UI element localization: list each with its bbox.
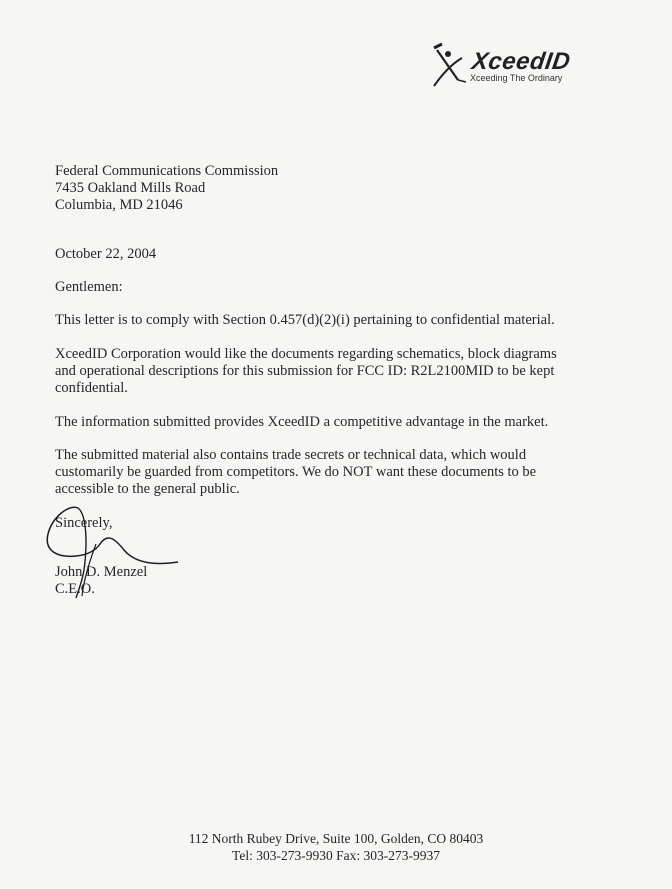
logo-tagline: Xceeding The Ordinary [470, 73, 563, 83]
signer-name: John D. Menzel [55, 564, 148, 580]
paragraph-confidential-line-1: XceedID Corporation would like the documents regarding schematics, block diagrams [55, 346, 557, 362]
valediction: Sincerely, [55, 515, 113, 531]
recipient-name: Federal Communications Commission [55, 163, 279, 179]
signer-title: C.E.O. [55, 581, 95, 597]
salutation: Gentlemen: [55, 279, 123, 295]
recipient-street: 7435 Oakland Mills Road [55, 180, 206, 196]
paragraph-compliance: This letter is to comply with Section 0.457(d)(2)(i) pertaining to confidential material. [55, 312, 555, 328]
paragraph-trade-secrets-line-1: The submitted material also contains trade secrets or technical data, which would [55, 447, 527, 463]
logo-wordmark: XceedID [470, 48, 573, 75]
company-logo [428, 40, 598, 92]
paragraph-trade-secrets-line-2: customarily be guarded from competitors. We do NOT want these documents to be [55, 464, 537, 480]
footer-address: 112 North Rubey Drive, Suite 100, Golden, CO 80403 [188, 831, 484, 846]
paragraph-confidential-line-3: confidential. [55, 380, 128, 396]
paragraph-confidential-line-2: and operational descriptions for this submission for FCC ID: R2L2100MID to be kept [55, 363, 555, 379]
letter-date: October 22, 2004 [55, 246, 157, 262]
paragraph-trade-secrets-line-3: accessible to the general public. [55, 481, 240, 497]
footer-contact: Tel: 303-273-9930 Fax: 303-273-9937 [232, 848, 440, 863]
paragraph-advantage: The information submitted provides XceedID a competitive advantage in the market. [55, 414, 549, 430]
recipient-city: Columbia, MD 21046 [55, 197, 183, 213]
logo-figure-icon [428, 40, 474, 90]
